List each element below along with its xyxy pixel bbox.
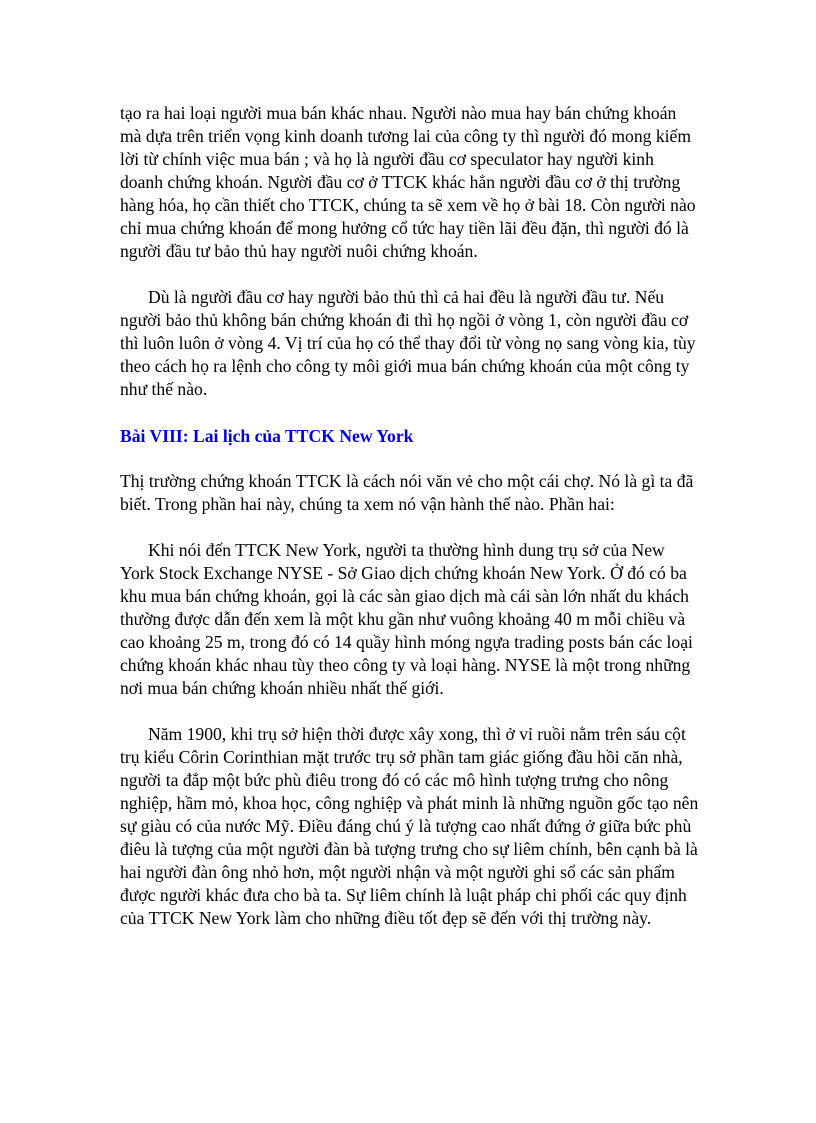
document-page xyxy=(120,102,700,953)
paragraph-history-1900: Năm 1900, khi trụ sở hiện thời được xây xong, thì ở vỉ ruồi nằm trên sáu cột trụ kiểu Côrin Corinthian mặt trước trụ sở phần tam giác giống đầu hồi căn nhà, người ta đắp một bức phù điêu trong đó có các mô hình tượng trưng cho nông nghiệp, hầm mỏ, khoa học, công nghiệp và phát minh là những nguồn gốc tạo nên sự giàu có của nước Mỹ. Điều đáng chú ý là tượng cao nhất đứng ở giữa bức phù điêu là tượng của một người đàn bà tượng trưng cho sự liêm chính, bên cạnh bà là hai người đàn ông nhỏ hơn, một người nhận và một người ghi sổ các sản phẩm được người khác đưa cho bà ta. Sự liêm chính là luật pháp chi phối các quy định của TTCK New York làm cho những điều tốt đẹp sẽ đến với thị trường này. xyxy=(120,724,699,928)
paragraph-nyse: Khi nói đến TTCK New York, người ta thường hình dung trụ sở của New York Stock Exchange NYSE - Sở Giao dịch chứng khoán New York. Ở đó có ba khu mua bán chứng khoán, gọi là các sàn giao dịch mà cái sàn lớn nhất du khách thường được dẫn đến xem là một khu gần như vuông khoảng 40 m mỗi chiều và cao khoảng 25 m, trong đó có 14 quầy hình móng ngựa trading posts bán các loại chứng khoán khác nhau tùy theo công ty và loại hàng. NYSE là một trong những nơi mua bán chứng khoán nhiều nhất thế giới. xyxy=(120,540,693,698)
paragraph-market-intro: Thị trường chứng khoán TTCK là cách nói văn vẻ cho một cái chợ. Nó là gì ta đã biết. Trong phần hai này, chúng ta xem nó vận hành thế nào. Phần hai: xyxy=(120,471,694,514)
paragraph-continuation: tạo ra hai loại người mua bán khác nhau. Người nào mua hay bán chứng khoán mà dựa trên triển vọng kinh doanh tương lai của công ty thì người đó mong kiếm lời từ chính việc mua bán ; và họ là người đầu cơ speculator hay người kinh doanh chứng khoán. Người đầu cơ ở TTCK khác hẳn người đầu cơ ở thị trường hàng hóa, họ cần thiết cho TTCK, chúng ta sẽ xem về họ ở bài 18. Còn người nào chỉ mua chứng khoán để mong hưởng cổ tức hay tiền lãi đều đặn, thì người đó là người đầu tư bảo thủ hay người nuôi chứng khoán. xyxy=(120,103,696,261)
section-heading: Bài VIII: Lai lịch của TTCK New York xyxy=(120,426,414,446)
paragraph-investors: Dù là người đầu cơ hay người bảo thủ thì cả hai đều là người đầu tư. Nếu người bảo thủ không bán chứng khoán đi thì họ ngồi ở vòng 1, còn người đầu cơ thì luôn luôn ở vòng 4. Vị trí của họ có thể thay đổi từ vòng nọ sang vòng kia, tùy theo cách họ ra lệnh cho công ty môi giới mua bán chứng khoán của một công ty như thế nào. xyxy=(120,287,696,399)
